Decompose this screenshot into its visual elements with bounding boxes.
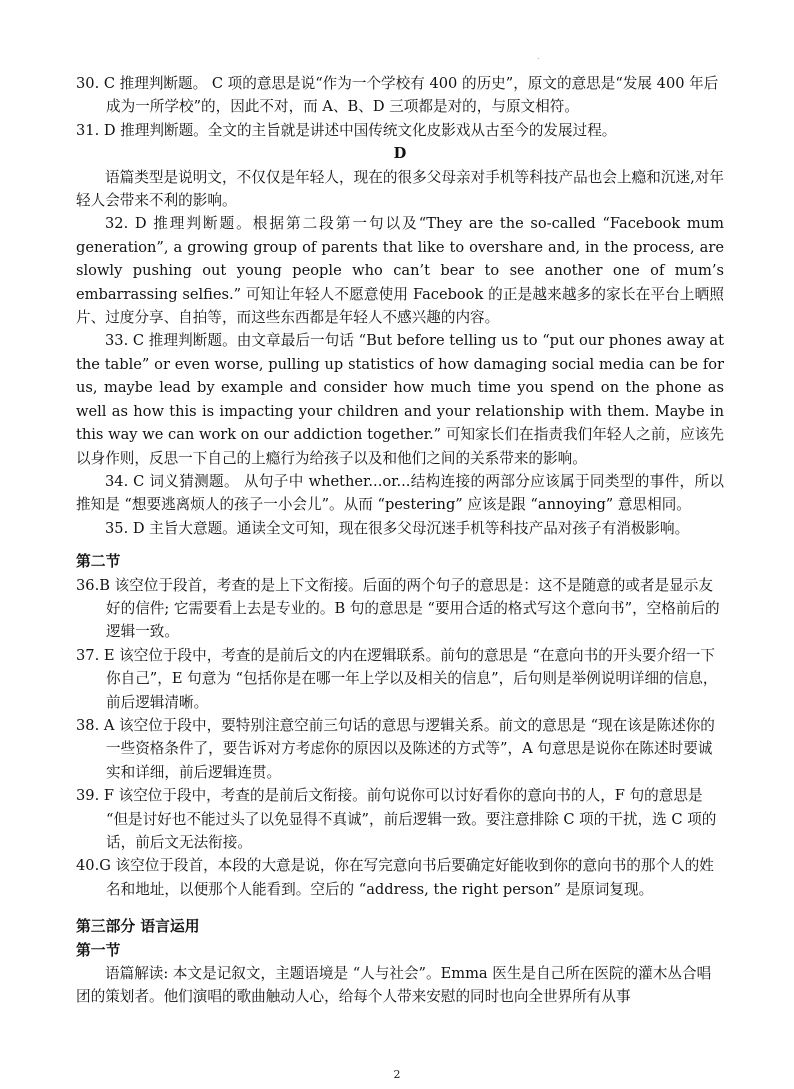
section-2-heading: 第二节 (76, 553, 121, 571)
answer-32: 32. D 推理判断题。根据第二段第一句以及“They are the so-called “Facebook mum generation”, a growing group of parents that like to overshare and, in the process, are slowly pushing out young people who can’t bear to see another one of mum’s embarrassing selfies.” 可知让年轻人不愿意使用 Facebook 的正是越来越多的家长在平台上晒照片、过度分享、自拍等，而这些东西都是年轻人不感兴趣的内容。 (76, 215, 724, 327)
answer-37: 37. E 该空位于段中，考查的是前后文的内在逻辑联系。前句的意思是 “在意向书的开头要介绍一下你自己”，E 句意为 “包括你是在哪一年上学以及相关的信息”，后句则是举例说明详细的信息，前后逻辑清晰。 (76, 646, 718, 711)
section-d-label: D (393, 145, 407, 163)
answer-34: 34. C 词义猜测题。 从句子中 whether...or...结构连接的两部分应该属于同类型的事件，所以推知是 “想要逃离烦人的孩子一小会儿”。从而 “pestering” 应该是跟 “annoying” 意思相同。 (76, 472, 724, 514)
part-3-passage-intro: 语篇解读: 本文是记叙文，主题语境是 “人与社会”。Emma 医生是自己所在医院的灌木丛合唱团的策划者。他们演唱的歌曲触动人心，给每个人带来安慰的同时也向全世界所有从事 (76, 965, 712, 1006)
answer-31: 31. D 推理判断题。全文的主旨就是讲述中国传统文化皮影戏从古至今的发展过程。 (76, 121, 617, 139)
answer-35: 35. D 主旨大意题。通读全文可知，现在很多父母沉迷手机等科技产品对孩子有消极影响。 (105, 519, 690, 537)
answer-40: 40.G 该空位于段首，本段的大意是说，你在写完意向书后要确定好能收到你的意向书的那个人的姓名和地址，以便那个人能看到。空后的 “address, the right person” 是原词复现。 (76, 857, 714, 898)
answer-33: 33. C 推理判断题。由文章最后一句话 “But before telling us to “put our phones away at the table” or even worse, pulling up statistics of how damaging social media can be for us, maybe lead by example and consider how much time you spend on the phone as well as how this is impacting your children and your relationship with them. Maybe in this way we can work on our addiction together.” 可知家长们在指责我们年轻人之前，应该先以身作则，反思一下自己的上瘾行为给孩子以及和他们之间的关系带来的影响。 (76, 332, 724, 467)
answer-explanations (76, 72, 724, 1009)
answer-36: 36.B 该空位于段首，考查的是上下文衔接。后面的两个句子的意思是：这不是随意的或者是显示友好的信件; 它需要看上去是专业的。B 句的意思是 “要用合适的格式写这个意向书”，空格前后的逻辑一致。 (76, 576, 720, 641)
page-number: 2 (393, 1068, 401, 1081)
answer-39: 39. F 该空位于段中，考查的是前后文衔接。前句说你可以讨好看你的意向书的人，F 句的意思是 “但是讨好也不能过头了以免显得不真诚”，前后逻辑一致。要注意排除 C 项的干扰，选 C 项的话，前后文无法衔接。 (76, 787, 717, 851)
section-d-intro: 语篇类型是说明文，不仅仅是年轻人，现在的很多父母亲对手机等科技产品也会上瘾和沉迷,对年轻人会带来不利的影响。 (76, 168, 724, 210)
answer-38: 38. A 该空位于段中，要特别注意空前三句话的意思与逻辑关系。前文的意思是 “现在该是陈述你的一些资格条件了，要告诉对方考虑你的原因以及陈述的方式等”，A 句意思是说你在陈述时要诚实和详细，前后逻辑连贯。 (76, 716, 715, 781)
top-mark: . (537, 52, 540, 61)
part-3-heading: 第三部分 语言运用 (76, 918, 200, 936)
answer-30: 30. C 推理判断题。 C 项的意思是说“作为一个学校有 400 的历史”，原文的意思是“发展 400 年后成为一所学校”的，因此不对，而 A、B、D 三项都是对的，与原文相符。 (76, 75, 719, 116)
part-3-subheading: 第一节 (76, 941, 121, 959)
